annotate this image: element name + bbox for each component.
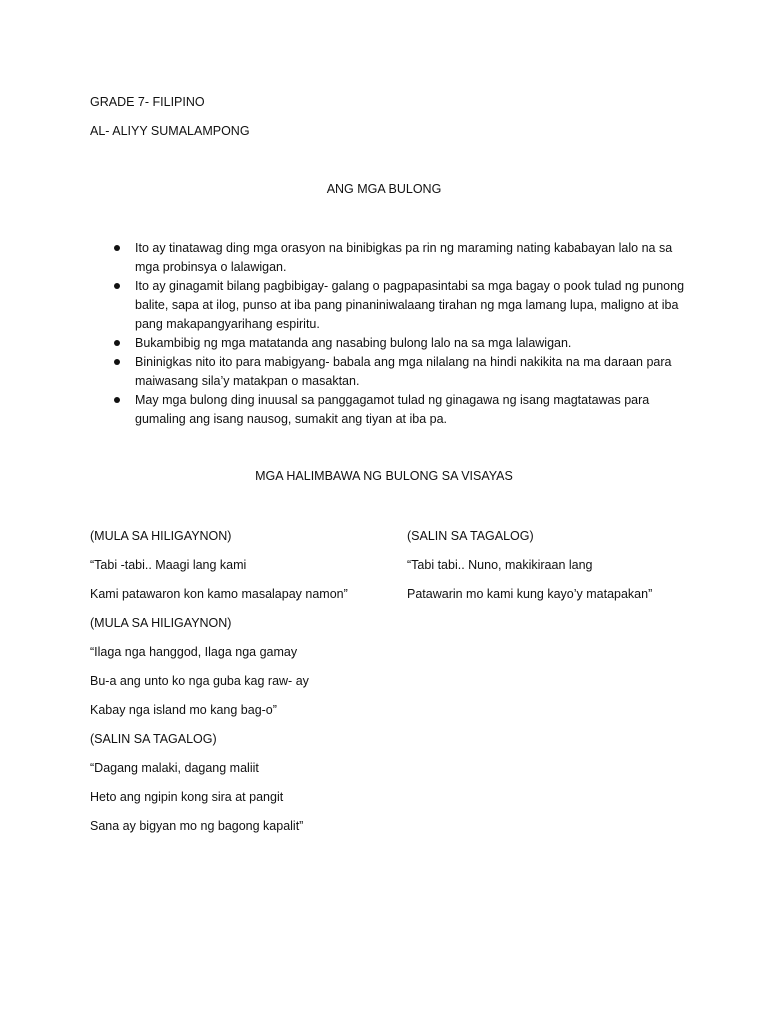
author-name: AL- ALIYY SUMALAMPONG [90, 124, 250, 138]
poem-line: Patawarin mo kami kung kayo’y matapakan” [407, 587, 653, 601]
section-subtitle: MGA HALIMBAWA NG BULONG SA VISAYAS [255, 469, 513, 483]
bullet-item: Bukambibig ng mga matatanda ang nasabing bulong lalo na sa mga lalawigan. [109, 334, 689, 353]
poem-line: “Dagang malaki, dagang maliit [90, 761, 259, 775]
poem-line: “Ilaga nga hanggod, Ilaga nga gamay [90, 645, 298, 659]
page-title: ANG MGA BULONG [326, 182, 442, 196]
bullet-item: Ito ay ginagamit bilang pagbibigay- galang o pagpapasintabi sa mga bagay o pook tulad ng punong balite, sapa at ilog, punso at iba pang pinaniniwalaang tirahan ng mga lamang lupa, maligno at iba pang makapangyarihang espiritu. [109, 277, 689, 334]
hiligaynon-column [90, 527, 390, 846]
tagalog-column [407, 527, 707, 614]
poem-line: Sana ay bigyan mo ng bagong kapalit” [90, 819, 304, 833]
poem-line: (MULA SA HILIGAYNON) [90, 529, 232, 543]
poem-line: Heto ang ngipin kong sira at pangit [90, 790, 284, 804]
poem-line: Bu-a ang unto ko nga guba kag raw- ay [90, 674, 309, 688]
poem-line: “Tabi tabi.. Nuno, makikiraan lang [407, 558, 593, 572]
poem-line: (SALIN SA TAGALOG) [407, 529, 534, 543]
poem-line: “Tabi -tabi.. Maagi lang kami [90, 558, 247, 572]
poem-line: Kami patawaron kon kamo masalapay namon” [90, 587, 348, 601]
bullet-item: Ito ay tinatawag ding mga orasyon na binibigkas pa rin ng maraming nating kababayan lalo na sa mga probinsya o lalawigan. [109, 239, 689, 277]
poem-line: (SALIN SA TAGALOG) [90, 732, 217, 746]
bullet-list [109, 239, 689, 429]
poem-line: (MULA SA HILIGAYNON) [90, 616, 232, 630]
poem-line: Kabay nga island mo kang bag-o” [90, 703, 277, 717]
bullet-item: Bininigkas nito ito para mabigyang- babala ang mga nilalang na hindi nakikita na ma daraan para maiwasang sila’y matakpan o masaktan. [109, 353, 689, 391]
grade-label: GRADE 7- FILIPINO [90, 95, 205, 109]
bullet-item: May mga bulong ding inuusal sa panggagamot tulad ng ginagawa ng isang magtatawas para gumaling ang isang nausog, sumakit ang tiyan at iba pa. [109, 391, 689, 429]
